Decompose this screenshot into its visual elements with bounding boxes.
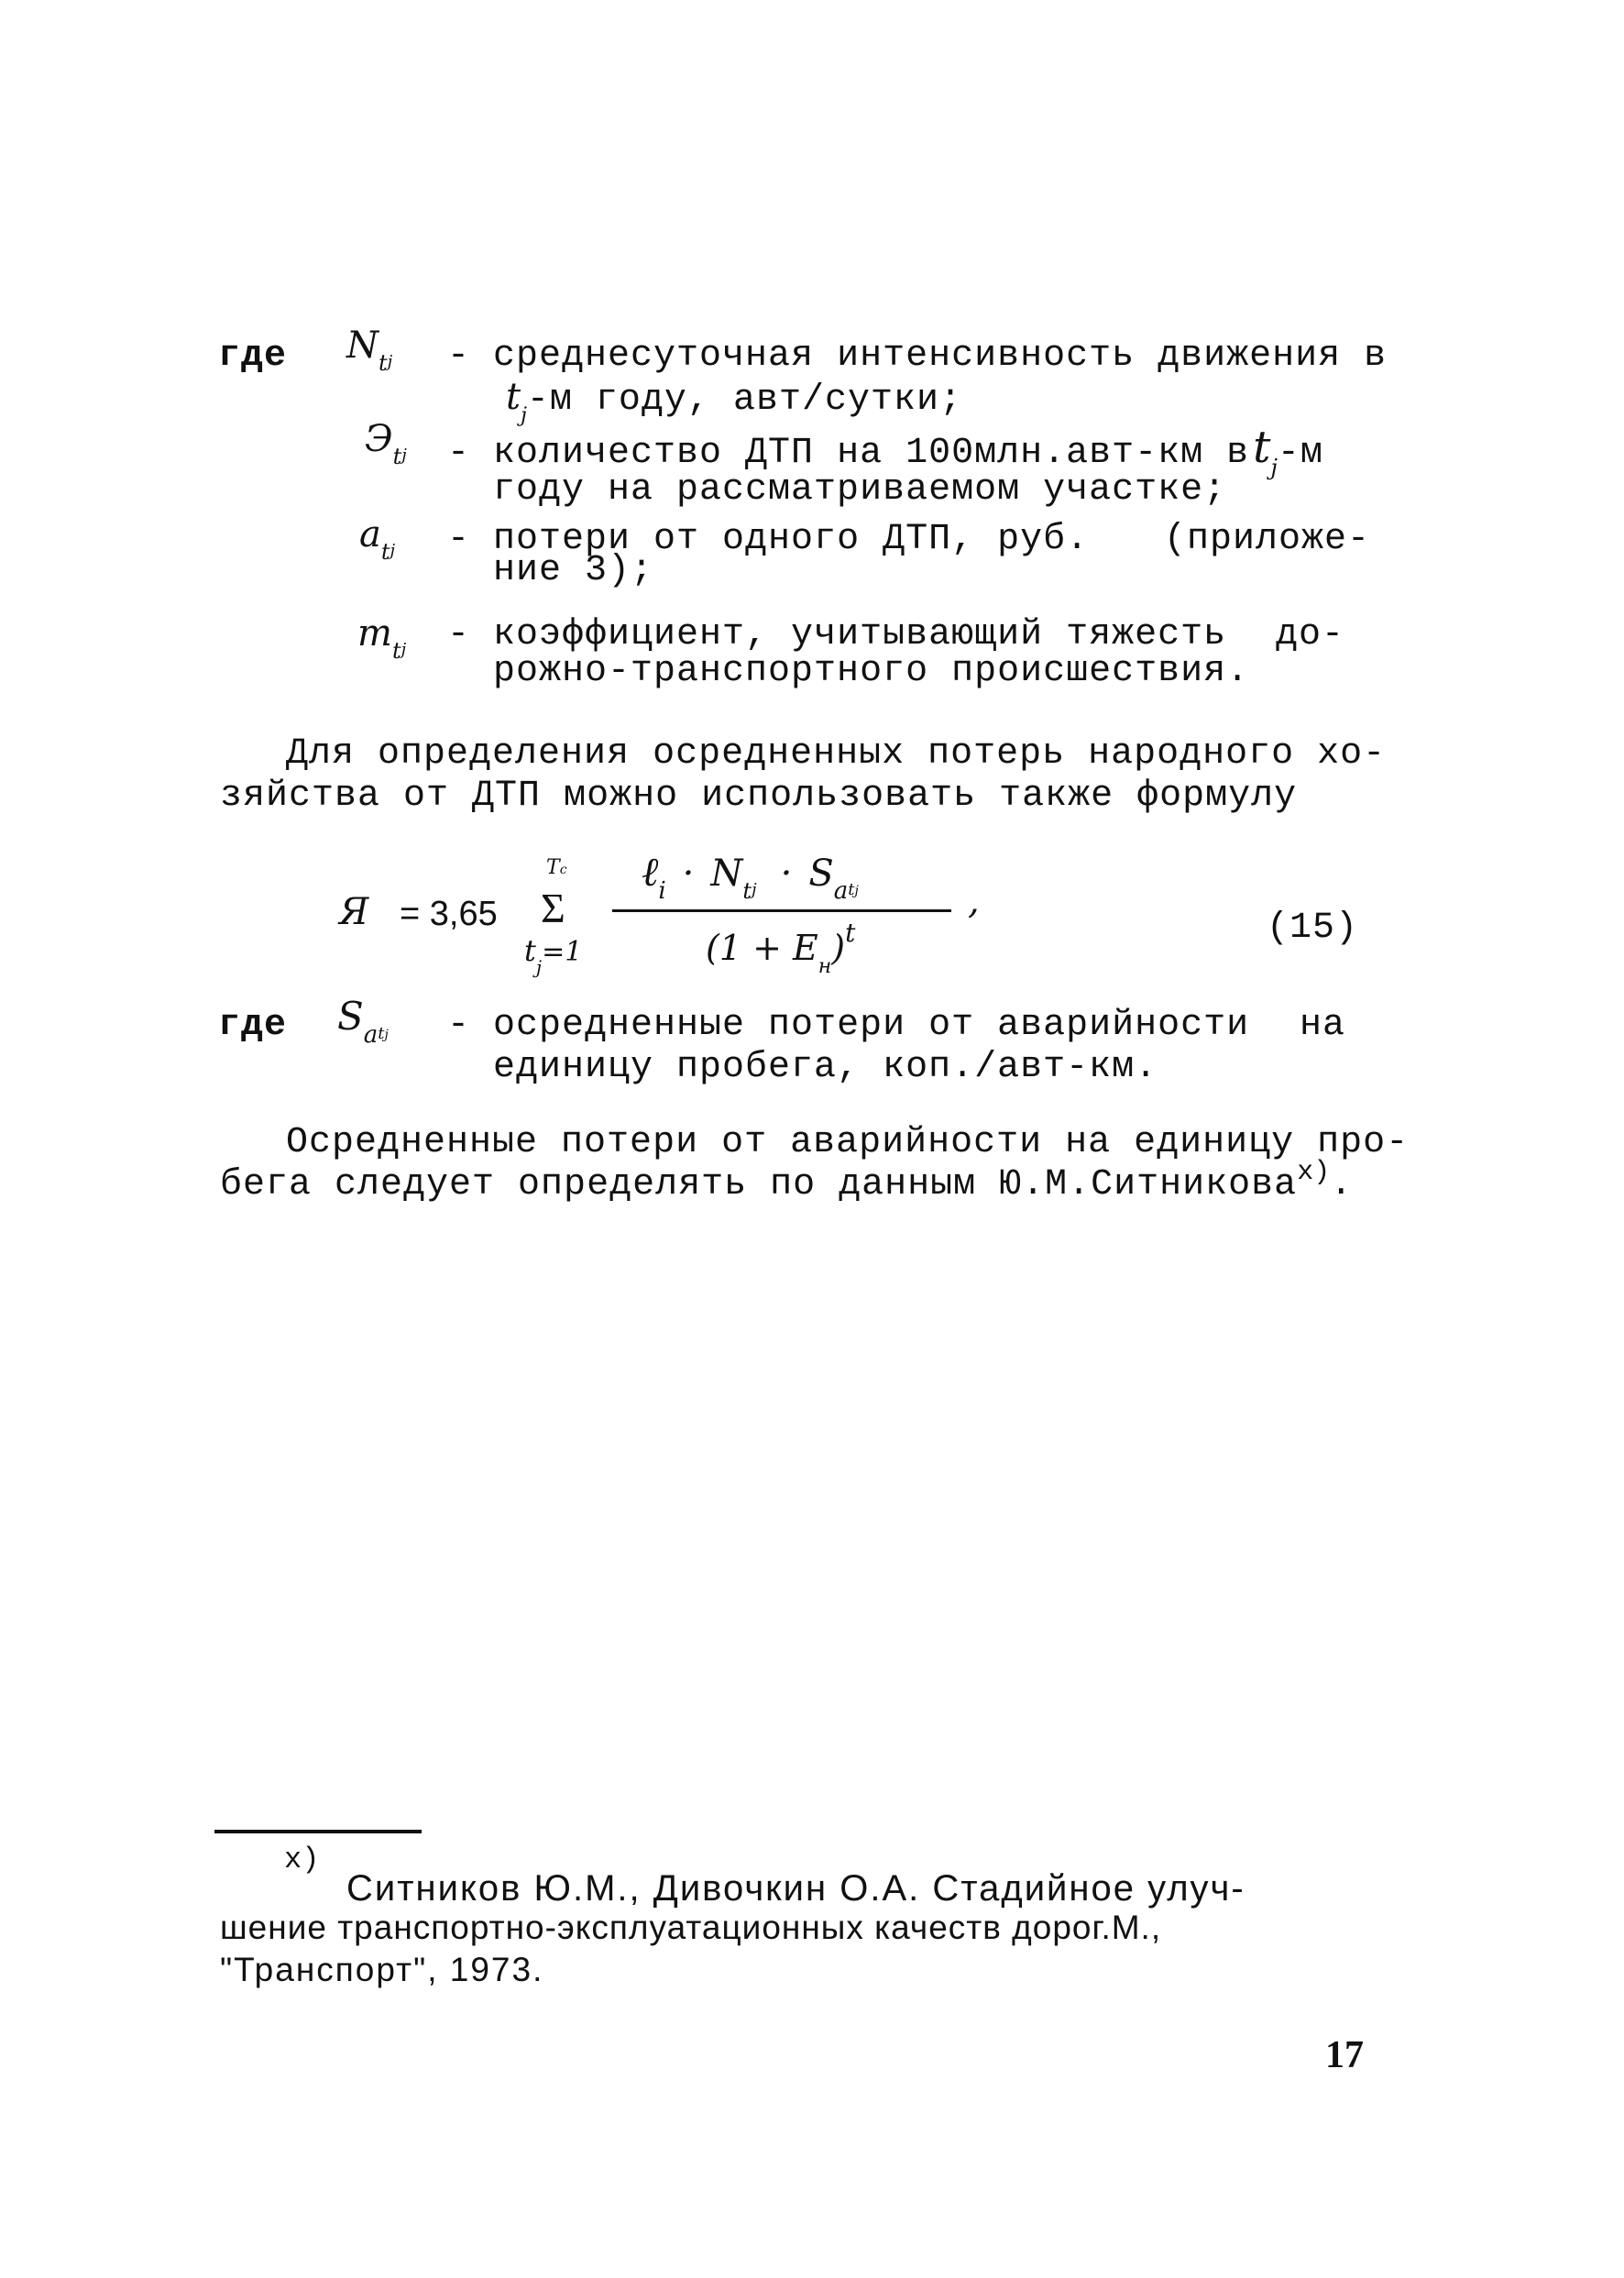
page-number: 17 bbox=[1325, 2034, 1364, 2076]
formula-number: (15) bbox=[1267, 908, 1359, 949]
para2-line1: Осредненные потери от аварийности на единицу про- bbox=[286, 1122, 1410, 1163]
formula-sum-lower: tj=1 bbox=[524, 933, 583, 978]
def-m-line2: рожно-транспортного происшествия. bbox=[493, 651, 1250, 692]
def-S-line1: - осредненные потери от аварийности bbox=[447, 1005, 1250, 1046]
symbol-N: Ntj bbox=[346, 325, 393, 376]
formula-sum-upper: Tc bbox=[546, 856, 567, 879]
def-N-line2: tj-м году, авт/сутки; bbox=[506, 376, 962, 427]
def-E-line1: - количество ДТП на 100млн.авт-км в tj-м bbox=[447, 422, 1323, 480]
def-N-line1: - среднесуточная интенсивность движения в bbox=[447, 336, 1388, 377]
symbol-a: atj bbox=[359, 513, 396, 565]
def-a-line1-right: (приложе- bbox=[1164, 519, 1371, 560]
symbol-m: mtj bbox=[357, 612, 407, 664]
formula-denominator: (1 + Eн)t bbox=[706, 918, 856, 978]
symbol-E: Эtj bbox=[365, 418, 407, 469]
footnote-line2: шение транспортно-эксплуатационных качеств дорог.М., bbox=[220, 1909, 1162, 1946]
def-S-line1-right: на bbox=[1300, 1005, 1346, 1046]
formula-sigma: Σ bbox=[541, 885, 565, 931]
def-a-line2: ние 3); bbox=[493, 550, 654, 591]
where-label-2: где bbox=[218, 1005, 288, 1046]
para1-line1: Для определения осредненных потерь народного хо- bbox=[286, 733, 1387, 775]
symbol-S: Satj bbox=[337, 994, 389, 1049]
formula-comma: , bbox=[968, 880, 980, 922]
def-m-line1-right: до- bbox=[1276, 614, 1345, 655]
formula-numerator: ℓi · Ntj · Satj bbox=[642, 849, 859, 905]
para2-line2: бега следует определять по данным Ю.М.Ситниковах). bbox=[220, 1157, 1354, 1205]
def-S-line2: единицу пробега, коп./авт-км. bbox=[493, 1047, 1158, 1088]
formula-lhs: Я bbox=[339, 891, 369, 933]
footnote-line1: Ситников Ю.М., Дивочкин О.А. Стадийное улуч- bbox=[346, 1868, 1245, 1909]
def-a-line1: - потери от одного ДТП, руб. bbox=[447, 519, 1090, 560]
formula-fraction-bar bbox=[612, 909, 951, 912]
def-m-line1: - коэффициент, учитывающий тяжесть bbox=[447, 614, 1227, 655]
formula-coefficient: = 3,65 bbox=[400, 895, 498, 933]
footnote-marker: х) bbox=[284, 1843, 320, 1876]
para1-line2: зяйства от ДТП можно использовать также формулу bbox=[220, 776, 1298, 817]
def-E-line2: году на рассматриваемом участке; bbox=[493, 469, 1227, 511]
where-label-1: где bbox=[218, 336, 288, 377]
footnote-line3: "Транспорт", 1973. bbox=[220, 1951, 544, 1988]
footnote-separator bbox=[214, 1830, 422, 1833]
